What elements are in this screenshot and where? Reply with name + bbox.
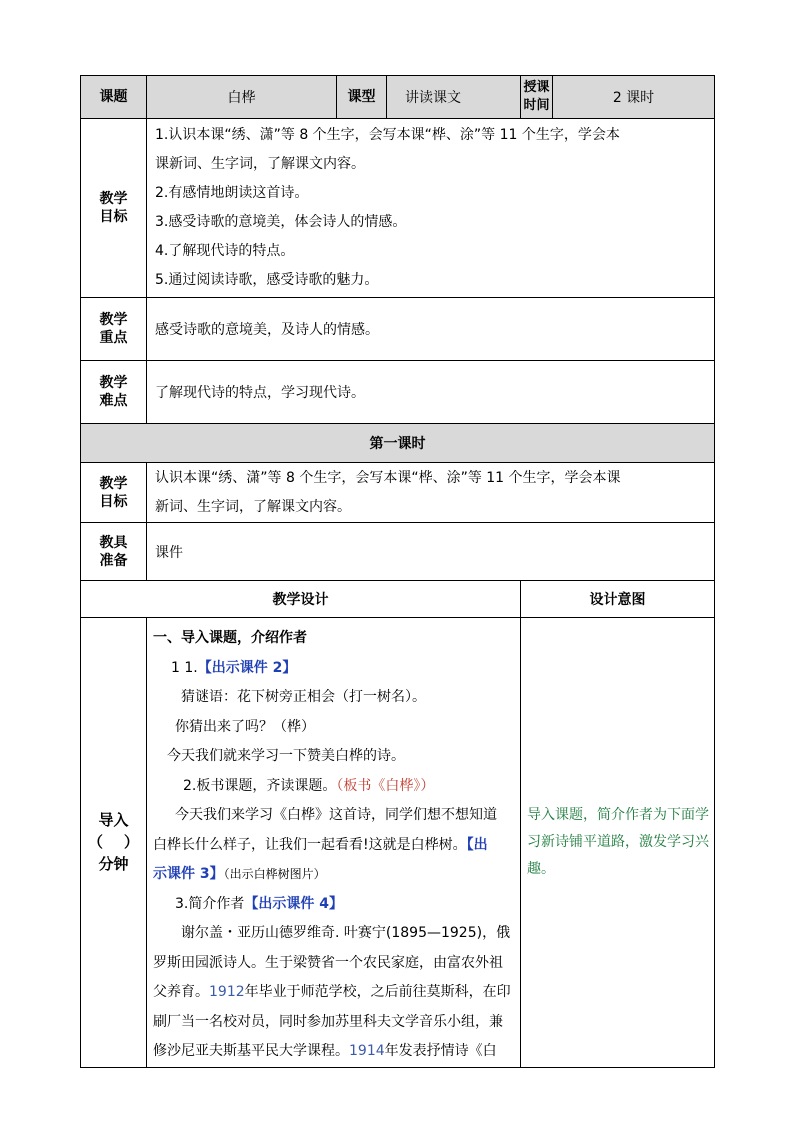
- stage-label: [81, 618, 147, 1068]
- intent-header: 设计意图: [521, 581, 715, 618]
- topic-label: 课题: [81, 76, 147, 119]
- intro-line1: 今天我们来学习《白桦》这首诗，同学们想不想知道: [175, 807, 497, 823]
- key-points-text: 感受诗歌的意境美，及诗人的情感。: [147, 298, 715, 361]
- tools-value: 课件: [147, 523, 715, 581]
- intro-line3-tag: 示课件 3】: [153, 866, 224, 882]
- step1-tag: 【出示课件 2】: [197, 659, 297, 676]
- first-lesson-title: 第一课时: [81, 424, 715, 463]
- riddle: 猜谜语：花下树旁正相会（打一树名）。: [181, 689, 426, 705]
- stage-line3: 分钟: [98, 855, 129, 874]
- intro-line2: [153, 831, 520, 861]
- type-label: 课型: [337, 76, 387, 119]
- lesson-plan-table: [80, 75, 715, 1068]
- tools-label: [81, 523, 147, 581]
- difficulties-row: [81, 361, 715, 424]
- key-points-label: [81, 298, 147, 361]
- stage-line2: （ ）: [88, 833, 139, 852]
- bio-line1: 谢尔盖・亚历山德罗维奇. 叶赛宁(1895—1925)，俄: [181, 925, 511, 941]
- goal-line: 2.有感情地朗读这首诗。: [155, 185, 309, 201]
- lesson-goals-label-line1: 教学: [99, 475, 128, 492]
- tools-label-line2: 准备: [99, 552, 128, 569]
- goals-label-line1: 教学: [99, 191, 128, 207]
- design-header: 教学设计: [81, 581, 521, 618]
- lesson-goals-content: [147, 463, 715, 523]
- difficulties-label-line1: 教学: [99, 375, 128, 391]
- lesson-goals-label: [81, 463, 147, 523]
- intro-line2-tag: 【出: [466, 836, 488, 853]
- stage-line1: 导入: [98, 811, 129, 830]
- step3-tag: 【出示课件 4】: [244, 895, 343, 912]
- step2-board: （板书《白桦》）: [336, 777, 435, 794]
- goals-label: [81, 119, 147, 298]
- intent-text: 导入课题，简介作者为下面学习新诗铺平道路，激发学习兴趣。: [521, 618, 715, 1068]
- goal-line: 4.了解现代诗的特点。: [155, 243, 295, 259]
- key-points-label-line1: 教学: [99, 312, 128, 328]
- guess: 你猜出来了吗？（桦）: [175, 718, 315, 735]
- lesson-content: [147, 618, 521, 1068]
- goal-line: 5.通过阅读诗歌，感受诗歌的魅力。: [155, 272, 379, 288]
- header-row: [81, 76, 715, 119]
- goals-content: [147, 119, 715, 298]
- bio-line3: [153, 978, 520, 1008]
- intro-line2-text: 白桦长什么样子，让我们一起看看!这就是白桦树。: [153, 836, 467, 853]
- difficulties-label: [81, 361, 147, 424]
- bio-line5-num: 1914: [349, 1043, 385, 1059]
- goals-label-line2: 目标: [99, 209, 128, 225]
- key-points-label-line2: 重点: [99, 330, 128, 346]
- step3-text: 3.简介作者: [175, 895, 245, 912]
- today: 今天我们就来学习一下赞美白桦的诗。: [167, 748, 405, 764]
- step1-num: 1 1.: [171, 659, 198, 676]
- lesson-goal-line: 新词、生字词，了解课文内容。: [155, 498, 351, 515]
- time-label: [521, 76, 553, 119]
- step1: [153, 654, 520, 684]
- goal-line: 课新词、生字词，了解课文内容。: [155, 156, 365, 172]
- time-label-line2: 时间: [523, 98, 550, 113]
- step3: [153, 890, 520, 920]
- key-points-row: [81, 298, 715, 361]
- bio-line2: 罗斯田园派诗人。生于梁赞省一个农民家庭，由富农外祖: [153, 954, 503, 971]
- first-lesson-row: [81, 424, 715, 463]
- step2: [153, 772, 520, 802]
- type-value: 讲读课文: [387, 76, 521, 119]
- goal-line: 1.认识本课“绣、潇”等 8 个生字，会写本课“桦、涂”等 11 个生字，学会本: [155, 127, 620, 143]
- bio-line5-b: 年发表抒情诗《白: [384, 1043, 497, 1059]
- bio-line4: 刷厂当一名校对员，同时参加苏里科夫文学音乐小组，兼: [153, 1013, 503, 1030]
- bio-line5-a: 修沙尼亚夫斯基平民大学课程。: [153, 1043, 349, 1059]
- time-value: 2 课时: [553, 76, 715, 119]
- bio-line3-num: 1912: [209, 984, 245, 1000]
- topic-value: 白桦: [147, 76, 337, 119]
- design-row: [81, 618, 715, 1068]
- tools-label-line1: 教具: [99, 534, 128, 551]
- intro-line3: [153, 860, 520, 890]
- goal-line: 3.感受诗歌的意境美，体会诗人的情感。: [155, 214, 407, 230]
- lesson-goal-line: 认识本课“绣、潇”等 8 个生字，会写本课“桦、涂”等 11 个生字，学会本课: [155, 469, 621, 486]
- tools-row: [81, 523, 715, 581]
- bio-line3-b: 年毕业于师范学校，之后前往莫斯科，在印: [244, 984, 511, 1000]
- difficulties-text: 了解现代诗的特点，学习现代诗。: [147, 361, 715, 424]
- lesson-goals-label-line2: 目标: [99, 493, 128, 510]
- design-header-row: [81, 581, 715, 618]
- time-label-line1: 授课: [523, 80, 550, 95]
- lesson-goals-row: [81, 463, 715, 523]
- difficulties-label-line2: 难点: [99, 393, 128, 409]
- step2-text: 2.板书课题，齐读课题。: [183, 777, 337, 794]
- bio-line3-a: 父养育。: [153, 984, 209, 1000]
- goals-row: [81, 119, 715, 298]
- bio-line5: [153, 1037, 520, 1067]
- section-title: 一、导入课题，介绍作者: [153, 630, 307, 646]
- intro-line3-note: （出示白桦树图片）: [223, 867, 326, 881]
